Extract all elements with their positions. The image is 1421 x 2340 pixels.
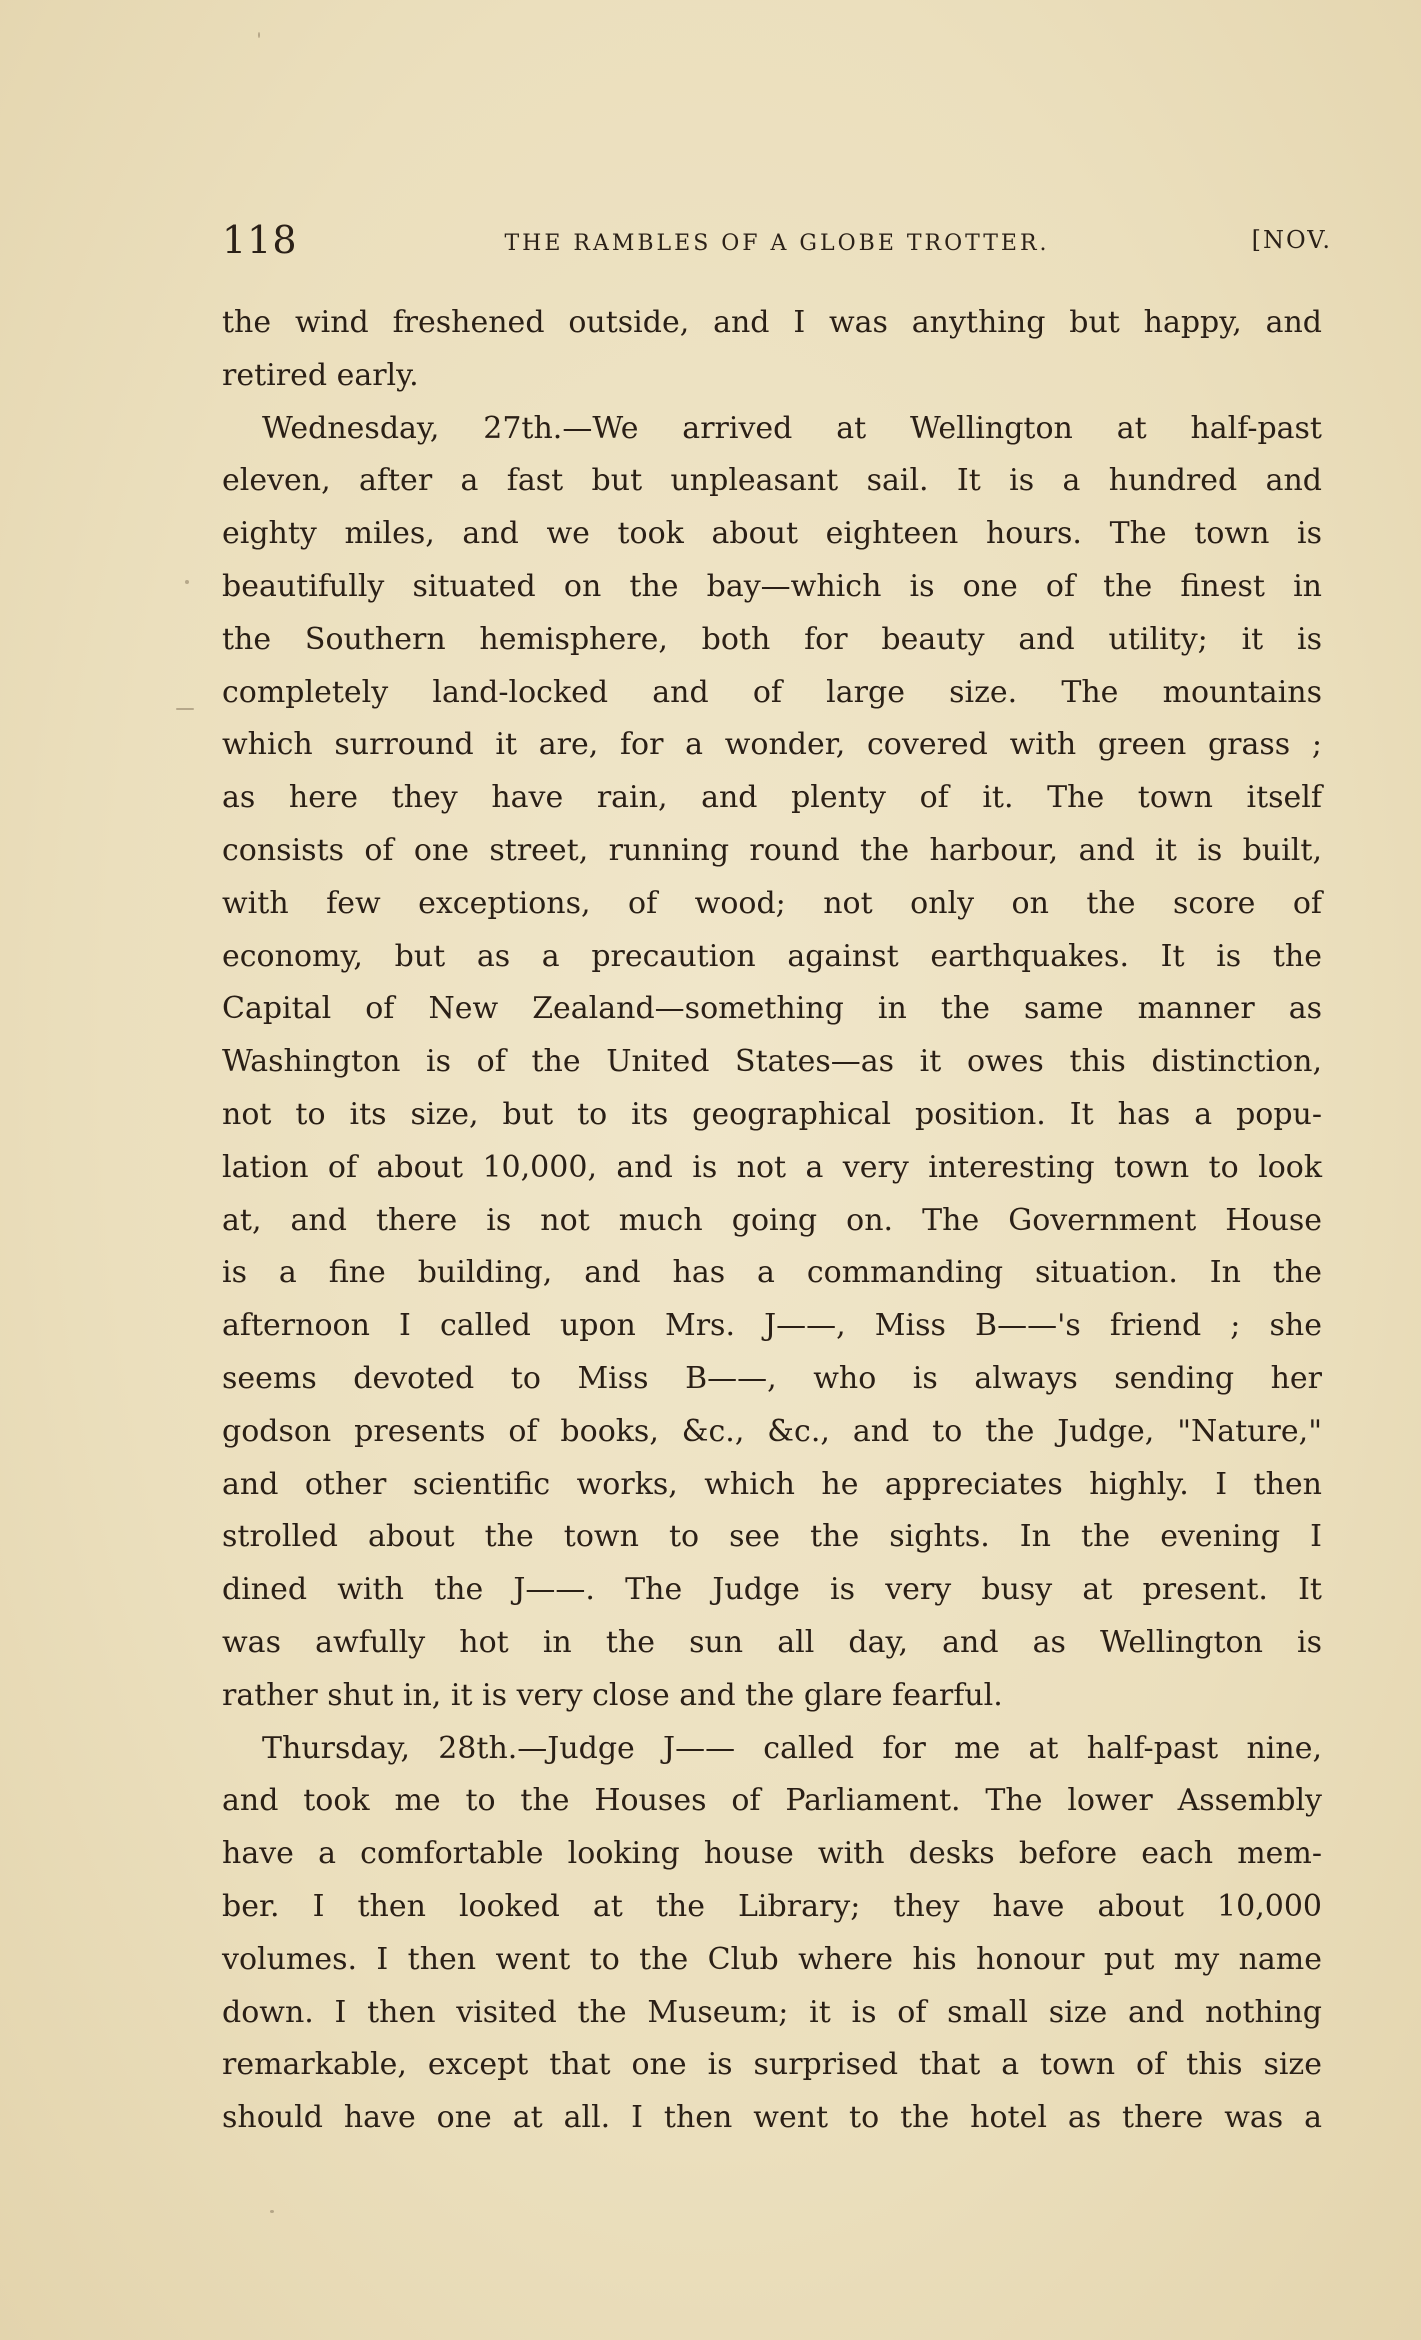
text-line: Washington is of the United States—as it owes this distinction, xyxy=(222,1044,1322,1080)
text-line: Thursday, 28th.—Judge J—— called for me at half-past nine, xyxy=(262,1730,1322,1766)
running-head xyxy=(222,218,1332,270)
text-line: afternoon I called upon Mrs. J——, Miss B——'s friend ; she xyxy=(222,1308,1322,1344)
text-line: seems devoted to Miss B——, who is always sending her xyxy=(222,1360,1322,1396)
text-line: down. I then visited the Museum; it is of small size and nothing xyxy=(222,1994,1322,2030)
text-line: volumes. I then went to the Club where his honour put my name xyxy=(222,1941,1322,1977)
paper-speck xyxy=(176,708,194,710)
page-number: 118 xyxy=(222,218,298,262)
text-line: and took me to the Houses of Parliament. The lower Assembly xyxy=(222,1783,1322,1819)
text-line: lation of about 10,000, and is not a very interesting town to look xyxy=(222,1149,1322,1185)
text-line: retired early. xyxy=(222,357,419,393)
text-line: was awfully hot in the sun all day, and as Wellington is xyxy=(222,1624,1322,1660)
text-line: beautifully situated on the bay—which is one of the finest in xyxy=(222,568,1322,604)
text-line: have a comfortable looking house with desks before each mem- xyxy=(222,1836,1322,1872)
paper-speck xyxy=(270,2210,274,2213)
text-line: eleven, after a fast but unpleasant sail. It is a hundred and xyxy=(222,463,1322,499)
running-title: THE RAMBLES OF A GLOBE TROTTER. xyxy=(504,231,1050,256)
text-line: ber. I then looked at the Library; they have about 10,000 xyxy=(222,1888,1322,1924)
text-line: Wednesday, 27th.—We arrived at Wellington at half-past xyxy=(262,410,1322,446)
text-line: dined with the J——. The Judge is very busy at present. It xyxy=(222,1572,1322,1608)
text-line: Capital of New Zealand—something in the same manner as xyxy=(222,991,1322,1027)
month-marker: [NOV. xyxy=(1251,226,1332,254)
text-line: should have one at all. I then went to the hotel as there was a xyxy=(222,2100,1322,2136)
paper-speck xyxy=(258,32,260,38)
body-text xyxy=(222,297,1322,2145)
text-line: is a fine building, and has a commanding situation. In the xyxy=(222,1255,1322,1291)
text-line: and other scientific works, which he appreciates highly. I then xyxy=(222,1466,1322,1502)
text-line: completely land-locked and of large size. The mountains xyxy=(222,674,1322,710)
text-line: not to its size, but to its geographical position. It has a popu- xyxy=(222,1096,1322,1132)
text-line: consists of one street, running round the harbour, and it is built, xyxy=(222,832,1322,868)
text-line: with few exceptions, of wood; not only on the score of xyxy=(222,885,1322,921)
text-line: the wind freshened outside, and I was anything but happy, and xyxy=(222,305,1322,340)
text-line: which surround it are, for a wonder, covered with green grass ; xyxy=(222,727,1322,763)
text-line: as here they have rain, and plenty of it. The town itself xyxy=(222,780,1322,816)
paper-speck xyxy=(185,580,189,584)
text-line: strolled about the town to see the sights. In the evening I xyxy=(222,1519,1322,1555)
text-line: at, and there is not much going on. The Government House xyxy=(222,1202,1322,1238)
text-line: remarkable, except that one is surprised that a town of this size xyxy=(222,2047,1322,2083)
text-line: the Southern hemisphere, both for beauty and utility; it is xyxy=(222,621,1322,657)
text-line: godson presents of books, &c., &c., and to the Judge, "Nature," xyxy=(222,1413,1322,1449)
text-line: rather shut in, it is very close and the glare fearful. xyxy=(222,1677,1003,1713)
text-line: economy, but as a precaution against earthquakes. It is the xyxy=(222,938,1322,974)
text-line: eighty miles, and we took about eighteen hours. The town is xyxy=(222,516,1322,552)
